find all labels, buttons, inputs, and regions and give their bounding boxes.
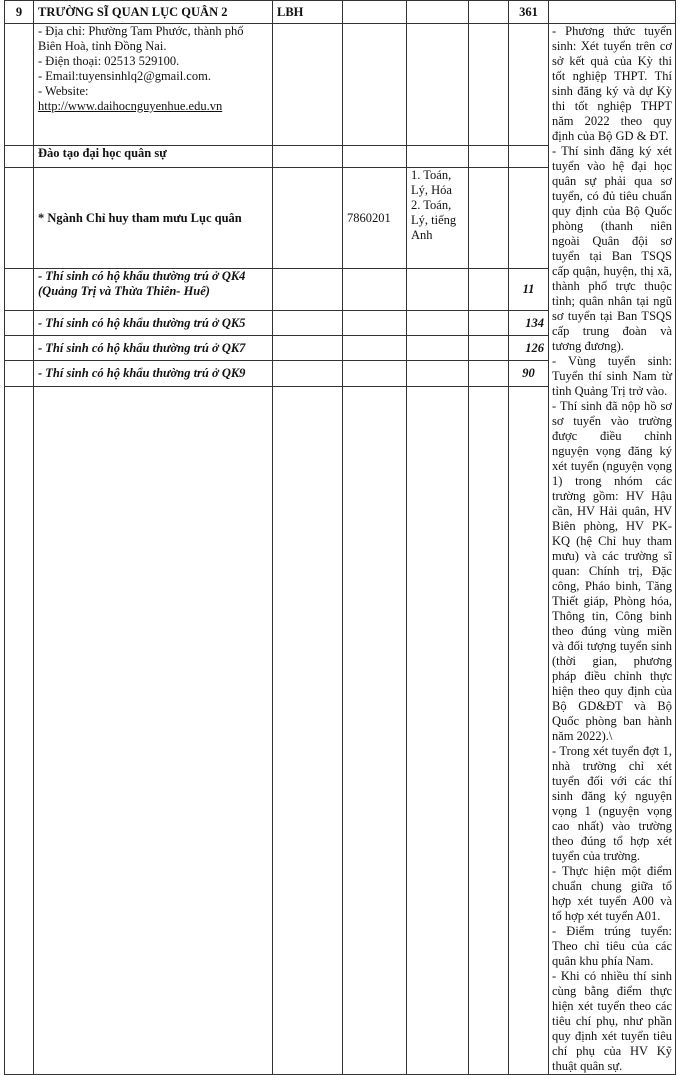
- quota-value: 90: [509, 361, 549, 386]
- combo-item: 2. Toán, Lý, tiếng Anh: [411, 198, 457, 243]
- quota-label: - Thí sinh có hộ khẩu thường trú ở QK9: [34, 361, 273, 386]
- phone-line: - Điện thoại: 02513 529100.: [38, 54, 180, 68]
- admission-table: [4, 0, 676, 1075]
- note-item: - Thí sinh đăng ký xét tuyển vào hệ đại học quân sự phải qua sơ tuyển, có đủ tiêu chuẩn quy định của Bộ Quốc phòng (thanh niên ngoài Quân đội sơ tuyển tại Ban TSQS cấp quận, huyện, thị xã, thành phố trực thuộc tỉnh; quân nhân tại ngũ sơ tuyển tại Ban TSQS cấp trung đoàn và tương đương).: [552, 144, 672, 353]
- note-item: - Khi có nhiều thí sinh cùng bằng điểm thực hiện xét tuyển theo các tiêu chí phụ, như phần quy định xét tuyển tiêu chí phụ của HV Kỹ thuật quân sự.: [552, 969, 672, 1073]
- notes-cell: [549, 24, 676, 1075]
- note-item: - Điểm trúng tuyển: Theo chỉ tiêu của các quân khu phía Nam.: [552, 924, 672, 968]
- contact-info: [34, 24, 273, 146]
- website-link[interactable]: http://www.daihocnguyenhue.edu.vn: [38, 99, 223, 113]
- contact-row: [5, 24, 676, 146]
- address-line: - Địa chỉ: Phường Tam Phước, thành phố Biên Hoà, tỉnh Đồng Nai.: [38, 24, 244, 53]
- note-item: - Vùng tuyển sinh: Tuyển thí sinh Nam từ tỉnh Quảng Trị trở vào.: [552, 354, 672, 398]
- quota-value: 134: [509, 311, 549, 336]
- note-item: - Thực hiện một điểm chuẩn chung giữa tổ hợp xét tuyển A00 và tổ hợp xét tuyển A01.: [552, 864, 672, 923]
- quota-value: 11: [509, 268, 549, 310]
- website-label: - Website:: [38, 84, 89, 98]
- school-code: LBH: [273, 1, 343, 24]
- quota-label: - Thí sinh có hộ khẩu thường trú ở QK7: [34, 336, 273, 361]
- school-header-row: [5, 1, 676, 24]
- total-quota: 361: [509, 1, 549, 24]
- quota-value: 126: [509, 336, 549, 361]
- combo-item: 1. Toán, Lý, Hóa: [411, 168, 452, 198]
- note-item: - Phương thức tuyển sinh: Xét tuyển trên cơ sở kết quả của Kỳ thi tốt nghiệp THPT. Thí sinh đăng ký và dự Kỳ thi tốt nghiệp THPT năm 2022 theo quy định của Bộ GD & ĐT.: [552, 24, 672, 143]
- stt-cell: 9: [5, 1, 34, 24]
- quota-label: - Thí sinh có hộ khẩu thường trú ở QK5: [34, 311, 273, 336]
- note-item: - Trong xét tuyển đợt 1, nhà trường chỉ xét tuyển đối với các thí sinh đăng ký nguyện vọng 1 (nguyện vọng cao nhất) vào trường theo đúng tổ hợp xét tuyển của trường.: [552, 744, 672, 863]
- note-item: - Thí sinh đã nộp hồ sơ sơ tuyển vào trường được điều chỉnh nguyện vọng đăng ký xét tuyển (nguyện vọng 1) trong nhóm các trường gồm: HV Hậu cần, HV Hải quân, HV Biên phòng, HV PK-KQ (hệ Chỉ huy tham mưu) và các trường sĩ quan: Chính trị, Đặc công, Pháo binh, Tăng Thiết giáp, Phòng hóa, Thông tin, Công binh theo đúng vùng miền và đối tượng tuyển sinh (thời gian, phương pháp điều chỉnh thực hiện theo quy định của Bộ GD&ĐT và Bộ Quốc phòng ban hành năm 2022).\: [552, 399, 672, 743]
- major-code: 7860201: [343, 168, 407, 269]
- subject-combos: [407, 168, 469, 269]
- quota-label: - Thí sinh có hộ khẩu thường trú ở QK4 (Quảng Trị và Thừa Thiên- Huế): [34, 268, 273, 310]
- email-line: - Email:tuyensinhlq2@gmail.com.: [38, 69, 211, 83]
- school-name: TRƯỜNG SĨ QUAN LỤC QUÂN 2: [34, 1, 273, 24]
- training-level: Đào tạo đại học quân sự: [34, 145, 273, 168]
- major-name: * Ngành Chỉ huy tham mưu Lục quân: [34, 168, 273, 269]
